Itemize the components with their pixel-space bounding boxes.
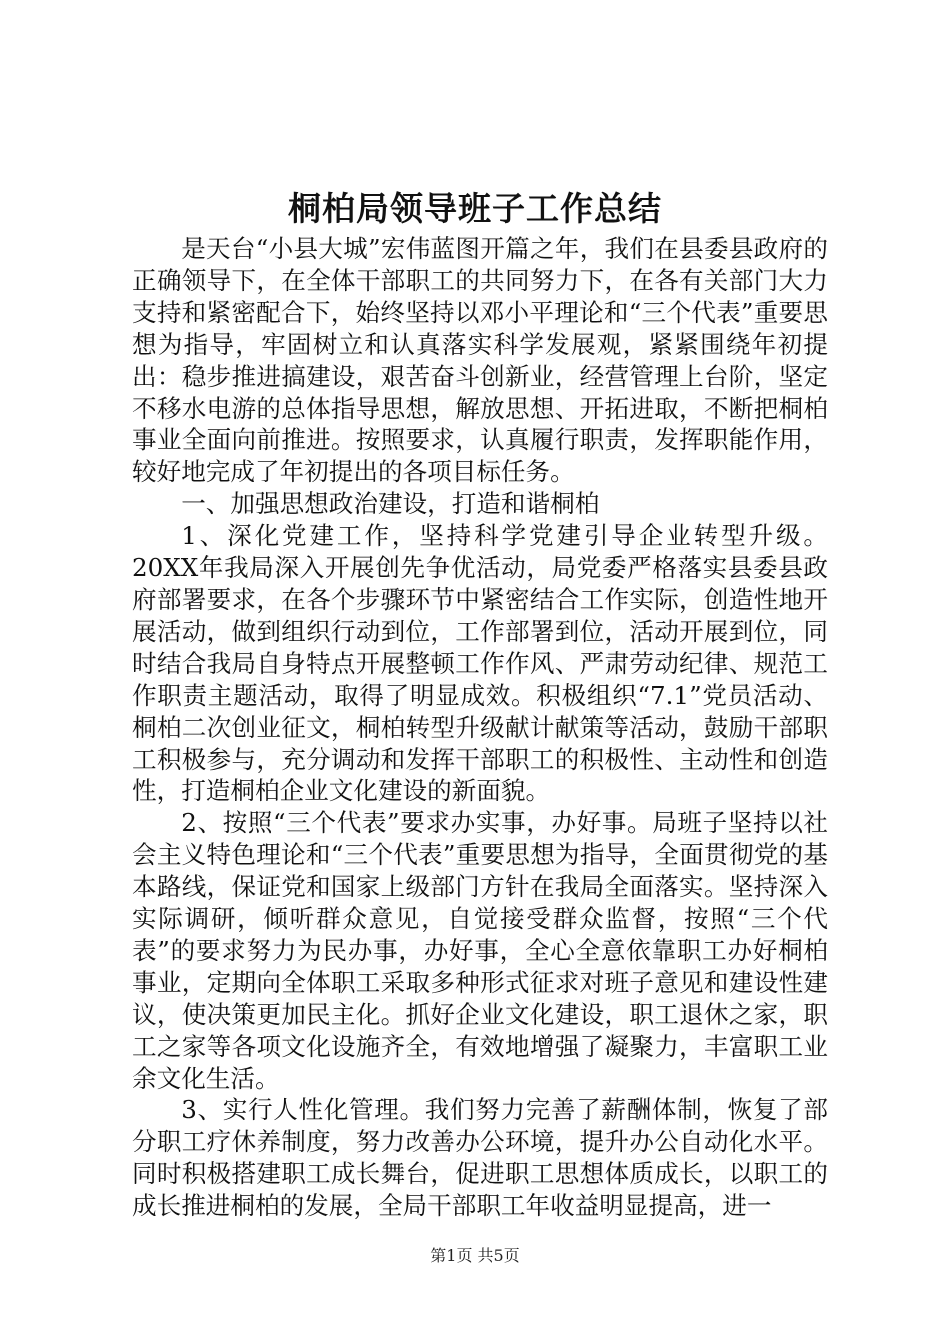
intro-paragraph: 是天台“小县大城”宏伟蓝图开篇之年，我们在县委县政府的正确领导下，在全体干部职工的共同努力下，在各有关部门大力支持和紧密配合下，始终坚持以邓小平理论和“三个代表”重要思想为指导，牢固树立和认真落实科学发展观，紧紧围绕年初提出：稳步推进搞建设，艰苦奋斗创新业，经营管理上台阶，坚定不移水电游的总体指导思想，解放思想、开拓进取，不断把桐柏事业全面向前推进。按照要求，认真履行职责，发挥职能作用，较好地完成了年初提出的各项目标任务。 bbox=[132, 234, 828, 487]
document-title: 桐柏局领导班子工作总结 bbox=[288, 189, 662, 228]
document-body bbox=[132, 233, 828, 1222]
body-paragraph: 2、按照“三个代表”要求办实事，办好事。局班子坚持以社会主义特色理论和“三个代表”重要思想为指导，全面贯彻党的基本路线，保证党和国家上级部门方针在我局全面落实。坚持深入实际调研，倾听群众意见，自觉接受群众监督，按照“三个代表”的要求努力为民办事，办好事，全心全意依靠职工办好桐柏事业，定期向全体职工采取多种形式征求对班子意见和建设性建议，使决策更加民主化。抓好企业文化建设，职工退休之家，职工之家等各项文化设施齐全，有效地增强了凝聚力，丰富职工业余文化生活。 bbox=[132, 808, 828, 1093]
body-paragraph: 1、深化党建工作，坚持科学党建引导企业转型升级。20XX年我局深入开展创先争优活动，局党委严格落实县委县政府部署要求，在各个步骤环节中紧密结合工作实际，创造性地开展活动，做到组织行动到位，工作部署到位，活动开展到位，同时结合我局自身特点开展整顿工作作风、严肃劳动纪律、规范工作职责主题活动，取得了明显成效。积极组织“7.1”党员活动、桐柏二次创业征文，桐柏转型升级献计献策等活动，鼓励干部职工积极参与，充分调动和发挥干部职工的积极性、主动性和创造性，打造桐柏企业文化建设的新面貌。 bbox=[132, 521, 828, 806]
body-paragraph: 3、实行人性化管理。我们努力完善了薪酬体制，恢复了部分职工疗休养制度，努力改善办公环境，提升办公自动化水平。同时积极搭建职工成长舞台，促进职工思想体质成长，以职工的成长推进桐柏的发展，全局干部职工年收益明显提高，进一 bbox=[132, 1095, 828, 1221]
page-number-footer: 第1页 共5页 bbox=[430, 1246, 520, 1265]
section-heading: 一、加强思想政治建设，打造和谐桐柏 bbox=[181, 489, 600, 519]
